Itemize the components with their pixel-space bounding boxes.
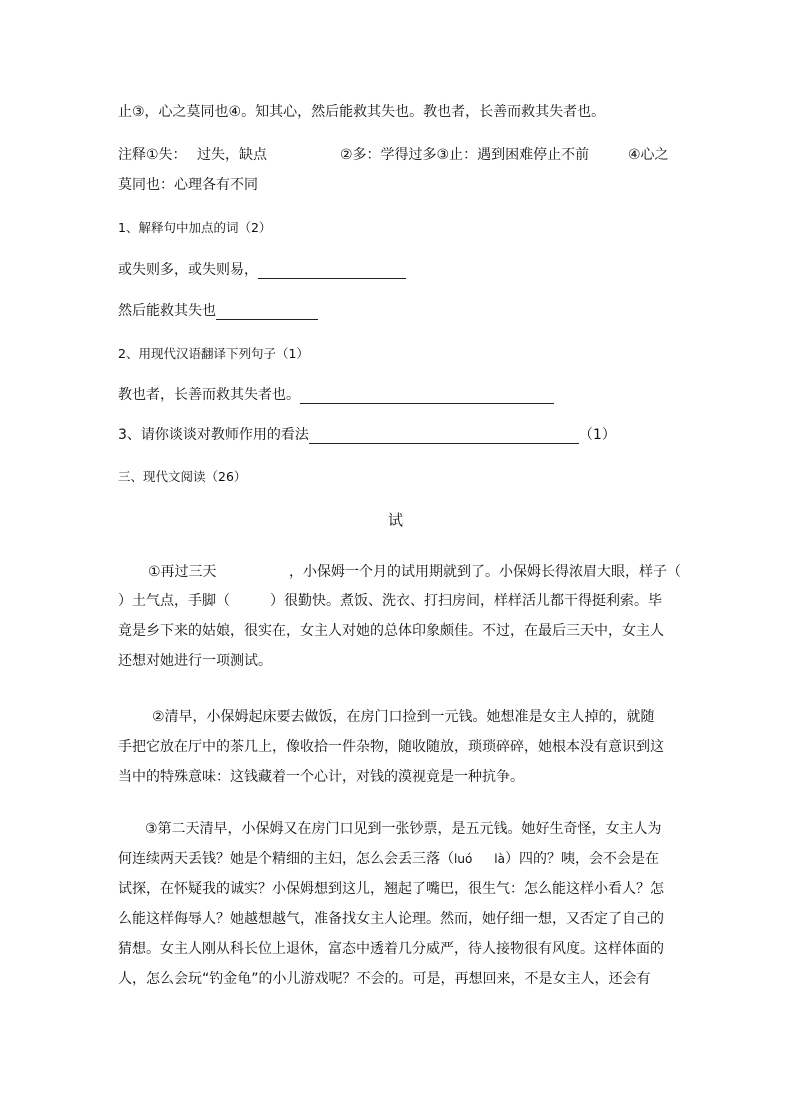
p3-line-2b: ）四的？咦，会不会是在 [504, 851, 659, 867]
p2-line-2: 手把它放在厅中的茶几上，像收拾一件杂物，随收随放，琐琐碎碎，她根本没有意识到这 [118, 739, 664, 755]
note-1: 过失，缺点 [197, 147, 268, 163]
q2-heading: 2、用现代汉语翻译下列句子（1） [118, 346, 309, 361]
p1-line-2a: ）土气点，手脚（ [118, 593, 230, 609]
passage-line-1: 止③，心之莫同也④。知其心，然后能救其失也。教也者，长善而救其失者也。 [118, 104, 606, 120]
p1-line-1b: ，小保姆一个月的试用期就到了。小保姆长得浓眉大眼，样子（ [289, 564, 681, 580]
p3-line-1: ③第二天清早，小保姆又在房门口见到一张钞票，是五元钱。她好生奇怪，女主人为 [145, 821, 662, 837]
pinyin-la: là [494, 852, 505, 866]
p2-line-3: 当中的特殊意味：这钱藏着一个心计，对钱的漠视竟是一种抗争。 [118, 769, 524, 785]
p3-line-4: 么能这样侮辱人？她越想越气，准备找女主人论理。然而，她仔细一想，又否定了自己的 [118, 911, 664, 927]
p1-line-2b: ）很勤快。煮饭、洗衣、打扫房间，样样活儿都干得挺利索。毕 [270, 593, 662, 609]
answer-blank-q3[interactable] [309, 429, 579, 444]
section3-heading: 三、现代文阅读（26） [118, 469, 247, 484]
p3-line-3: 试探，在怀疑我的诚实？小保姆想到这儿，翘起了嘴巴，很生气：怎么能这样小看人？怎 [118, 881, 664, 897]
note-2: ②多：学得过多③止：遇到困难停止不前 [340, 147, 590, 163]
q3-text: 3、请你谈谈对教师作用的看法 [118, 427, 309, 443]
notes-line-1 [118, 146, 267, 164]
answer-blank-q1b[interactable] [216, 305, 318, 320]
note-3b: 莫同也：心理各有不同 [118, 177, 258, 193]
q1-heading: 1、解释句中加点的词（2） [118, 220, 272, 235]
story-title: 试 [388, 511, 404, 529]
p3-line-2 [118, 850, 659, 868]
answer-blank-q1a[interactable] [258, 264, 406, 279]
notes-prefix: 注释①失： [118, 147, 187, 163]
p3-line-5: 猜想。女主人刚从科长位上退休，富态中透着几分威严，待人接物很有风度。这样体面的 [118, 941, 664, 957]
q1-item-a-text: 或失则多，或失则易， [118, 262, 258, 278]
p1-line-1a: ①再过三天 [148, 564, 217, 580]
pinyin-luo: luó [454, 852, 473, 866]
q2-item-a-text: 教也者，长善而救其失者也。 [118, 387, 300, 403]
q2-item-a [118, 386, 554, 404]
q1-item-a [118, 261, 406, 279]
q1-item-b [118, 302, 318, 320]
p3-line-2a: 何连续两天丢钱？她是个精细的主妇，怎么会丢三落（ [118, 851, 454, 867]
q1-item-b-text: 然后能救其失也 [118, 303, 216, 319]
q3-line [118, 426, 616, 444]
p1-line-2 [118, 592, 662, 610]
answer-blank-q2a[interactable] [300, 389, 554, 404]
q3-score: （1） [578, 427, 616, 443]
note-3a: ④心之 [628, 147, 669, 163]
p2-line-1: ②清早，小保姆起床要去做饭，在房门口捡到一元钱。她想准是女主人掉的，就随 [152, 709, 655, 725]
p1-line-4: 还想对她进行一项测试。 [118, 653, 272, 669]
p1-line-3: 竟是乡下来的姑娘，很实在，女主人对她的总体印象颇佳。不过，在最后三天中，女主人 [118, 623, 664, 639]
p3-line-6: 人，怎么会玩“钓金龟”的小儿游戏呢？不会的。可是，再想回来，不是女主人，还会有 [118, 971, 651, 987]
